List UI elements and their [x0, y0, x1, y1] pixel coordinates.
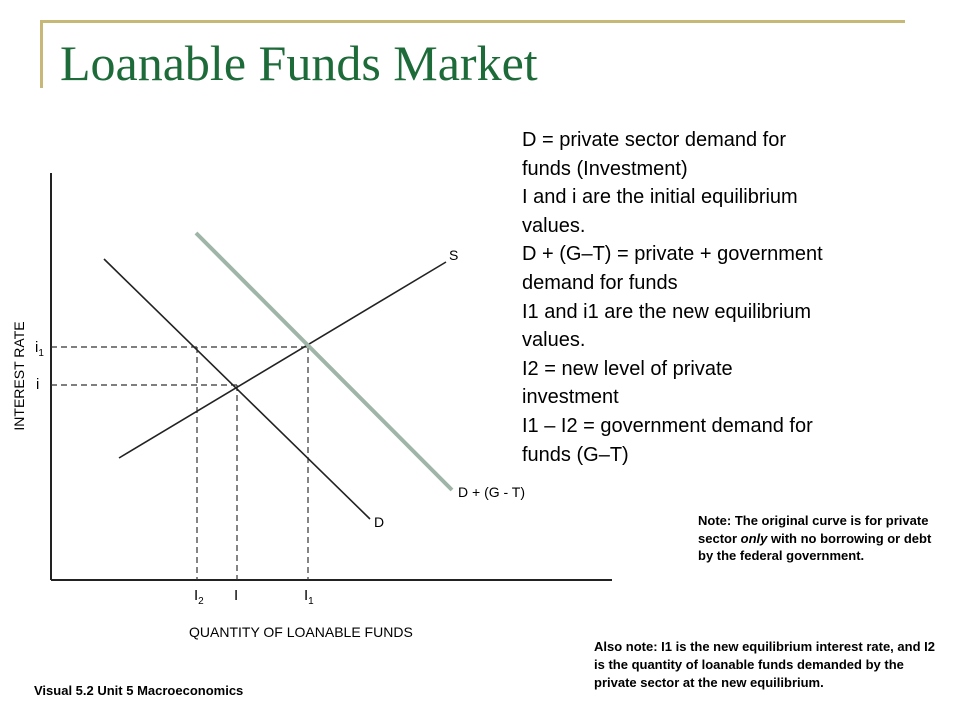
demand-label: D: [374, 514, 385, 530]
legend-line: D = private sector demand for: [522, 129, 787, 151]
legend-line: I and i are the initial equilibrium: [522, 186, 798, 209]
supply-curve: [119, 262, 446, 458]
x-tick-I: I: [234, 587, 239, 604]
x-axis-title: QUANTITY OF LOANABLE FUNDS: [189, 624, 413, 640]
x-tick-I2: $I_2$: [194, 587, 204, 607]
new-demand-label: D + (G - T): [458, 484, 526, 500]
legend-line: I1 and i1 are the new equilibrium: [522, 300, 812, 323]
legend-text: [522, 126, 902, 469]
legend-line: investment: [522, 386, 619, 409]
y-axis-title: INTEREST RATE: [11, 321, 27, 431]
legend-line: funds (G–T): [522, 443, 629, 466]
x-tick-I1: $I_1$: [304, 587, 314, 607]
legend-line: values.: [522, 329, 586, 352]
legend-line: I2 = new level of private: [522, 357, 733, 380]
note1-text-a: Note: The original curve is for private sector: [698, 513, 929, 546]
legend-line: values.: [522, 214, 586, 237]
supply-label: S: [449, 247, 459, 263]
y-tick-i: i: [36, 376, 40, 393]
legend-line: I1 – I2 = government demand for: [522, 414, 813, 437]
new-demand-curve: [196, 233, 452, 490]
legend-line: demand for funds: [522, 271, 678, 294]
note1-text-b: with no borrowing or debt by the federal government.: [698, 530, 932, 563]
page-title: Loanable Funds Market: [60, 35, 538, 91]
note-equilibrium: Also note: I1 is the new equilibrium interest rate, and I2 is the quantity of loanable funds demanded by the private sector at the new equilibrium.: [594, 639, 935, 690]
legend-line: D + (G–T) = private + government: [522, 243, 823, 266]
note1-italic: only: [740, 530, 768, 546]
note-original-curve: [698, 512, 948, 565]
legend-line: funds (Investment): [522, 157, 688, 180]
footer-caption: Visual 5.2 Unit 5 Macroeconomics: [34, 683, 244, 698]
y-tick-i1: $i_1$: [35, 339, 44, 359]
